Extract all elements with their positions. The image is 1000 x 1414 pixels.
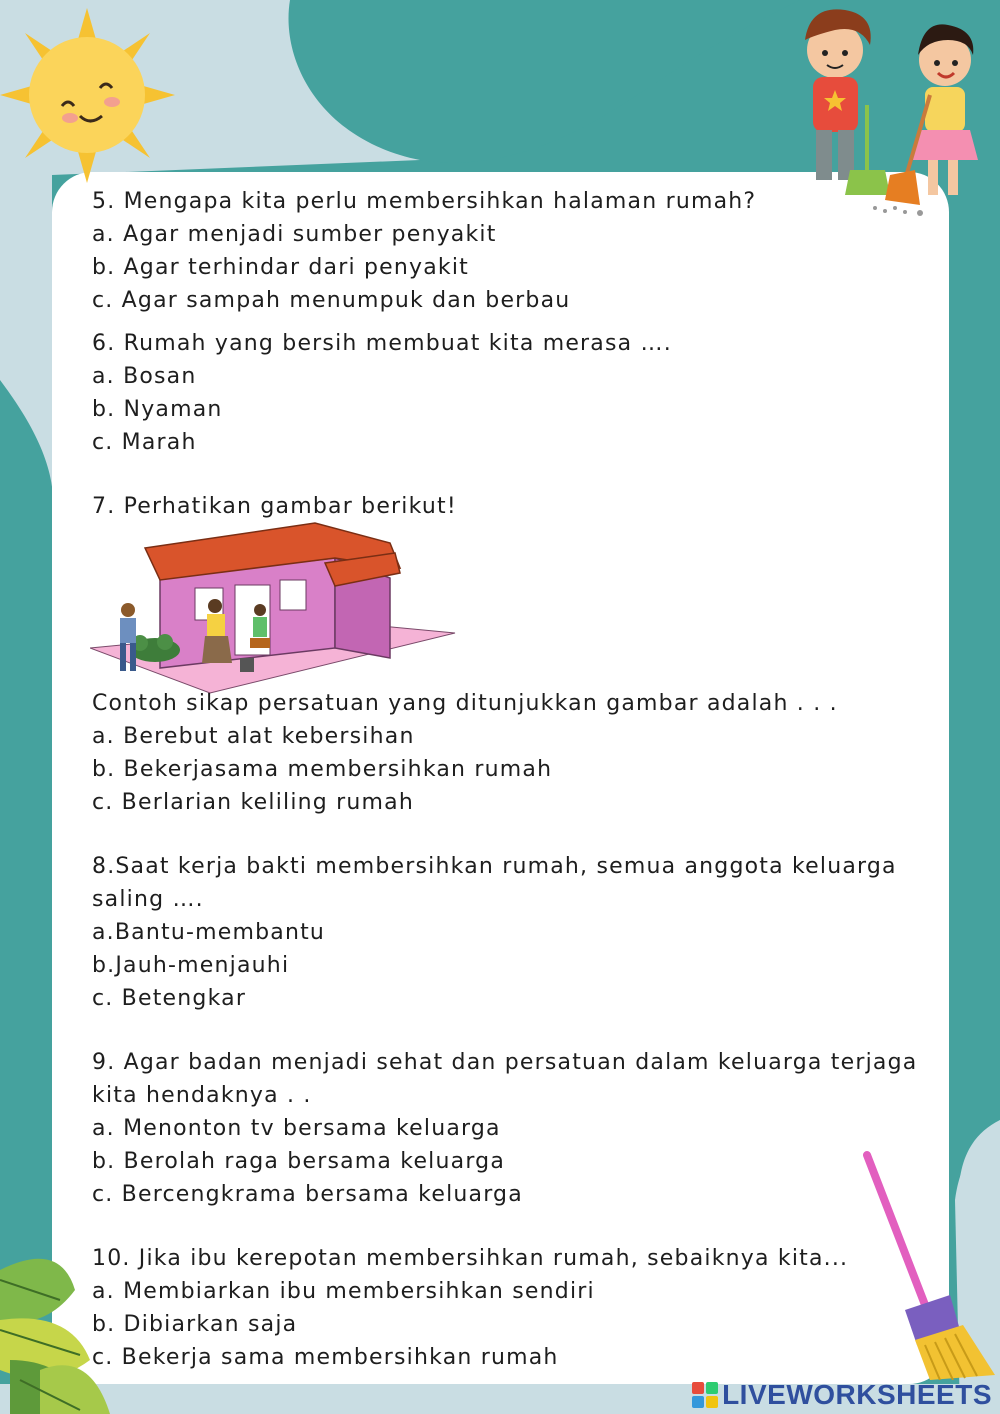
question-5-option-c: c. Agar sampah menumpuk dan berbau	[92, 288, 571, 313]
question-10-text: 10. Jika ibu kerepotan membersihkan rumah, sebaiknya kita...	[92, 1246, 849, 1271]
kids-sweeping-icon	[780, 5, 1000, 220]
question-9-option-c: c. Bercengkrama bersama keluarga	[92, 1182, 523, 1207]
question-8-option-c: c. Betengkar	[92, 986, 247, 1011]
question-9	[92, 1046, 917, 1211]
question-6-option-a: a. Bosan	[92, 364, 197, 389]
question-6-option-c: c. Marah	[92, 430, 197, 455]
question-8-option-a: a.Bantu-membantu	[92, 920, 326, 945]
question-8	[92, 850, 897, 1015]
question-10	[92, 1242, 848, 1374]
sun-icon	[0, 8, 175, 183]
broom-icon	[855, 1150, 1000, 1380]
liveworksheets-brand[interactable]	[692, 1378, 992, 1412]
brand-name: LIVEWORKSHEETS	[722, 1379, 992, 1410]
question-10-option-b: b. Dibiarkan saja	[92, 1312, 298, 1337]
question-7	[92, 687, 838, 819]
question-5-text: 5. Mengapa kita perlu membersihkan halaman rumah?	[92, 189, 757, 214]
question-6	[92, 327, 672, 459]
question-8-text-line-2: saling ….	[92, 887, 204, 912]
leaves-icon	[0, 1230, 150, 1414]
question-7-option-c: c. Berlarian keliling rumah	[92, 790, 415, 815]
question-6-text: 6. Rumah yang bersih membuat kita merasa ….	[92, 331, 672, 356]
question-7-option-a: a. Berebut alat kebersihan	[92, 724, 415, 749]
question-8-option-b: b.Jauh-menjauhi	[92, 953, 290, 978]
question-9-text-line-1: 9. Agar badan menjadi sehat dan persatuan dalam keluarga terjaga	[92, 1050, 918, 1075]
question-7-prompt: Contoh sikap persatuan yang ditunjukkan gambar adalah . . .	[92, 691, 838, 716]
question-6-option-b: b. Nyaman	[92, 397, 223, 422]
question-5	[92, 185, 756, 317]
question-10-option-a: a. Membiarkan ibu membersihkan sendiri	[92, 1279, 595, 1304]
question-5-option-a: a. Agar menjadi sumber penyakit	[92, 222, 497, 247]
question-7-option-b: b. Bekerjasama membersihkan rumah	[92, 757, 553, 782]
question-5-option-b: b. Agar terhindar dari penyakit	[92, 255, 470, 280]
question-9-option-a: a. Menonton tv bersama keluarga	[92, 1116, 501, 1141]
question-10-option-c: c. Bekerja sama membersihkan rumah	[92, 1345, 559, 1370]
liveworksheets-logo-icon	[692, 1382, 718, 1408]
question-8-text-line-1: 8.Saat kerja bakti membersihkan rumah, semua anggota keluarga	[92, 854, 897, 879]
question-9-text-line-2: kita hendaknya . .	[92, 1083, 312, 1108]
question-7-text: 7. Perhatikan gambar berikut!	[92, 494, 457, 519]
house-illustration	[90, 518, 460, 698]
question-9-option-b: b. Berolah raga bersama keluarga	[92, 1149, 506, 1174]
